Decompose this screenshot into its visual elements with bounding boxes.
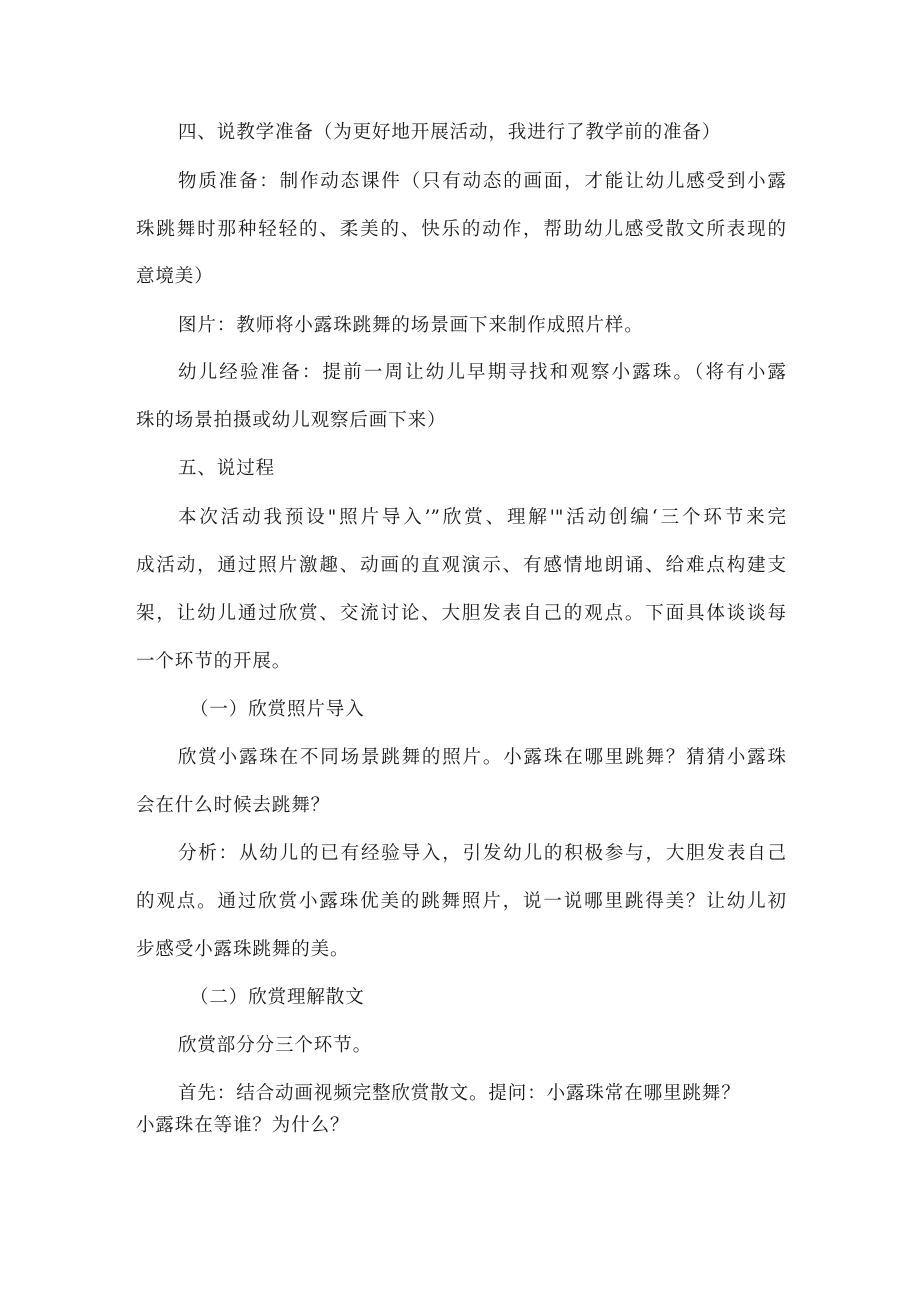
- intro-line-4: 一个环节的开展。: [136, 651, 292, 672]
- part1-heading: （一）欣赏照片导入: [190, 699, 365, 720]
- analysis-line-3: 步感受小露珠跳舞的美。: [136, 939, 350, 960]
- experience-line-2: 珠的场景拍摄或幼儿观察后画下来）: [136, 410, 447, 431]
- part1-content-line-2: 会在什么时候去跳舞？: [136, 795, 331, 816]
- section4-heading: 四、说教学准备（为更好地开展活动，我进行了教学前的准备）: [178, 122, 722, 143]
- section5-heading: 五、说过程: [178, 458, 276, 479]
- picture-paragraph: 图片：教师将小露珠跳舞的场景画下来制作成照片样。: [178, 315, 644, 336]
- analysis-line-1: 分析：从幼儿的已有经验导入，引发幼儿的积极参与，大胆发表自己: [178, 843, 786, 864]
- material-line-3: 意境美）: [136, 266, 214, 287]
- material-line-1: 物质准备：制作动态课件（只有动态的画面，才能让幼儿感受到小露: [178, 171, 786, 192]
- first-line-2: 小露珠在等谁？为什么？: [136, 1115, 350, 1136]
- experience-line-1: 幼儿经验准备：提前一周让幼儿早期寻找和观察小露珠。（将有小露: [178, 362, 786, 383]
- material-line-2: 珠跳舞时那种轻轻的、柔美的、快乐的动作，帮助幼儿感受散文所表现的: [136, 219, 786, 240]
- analysis-line-2: 的观点。通过欣赏小露珠优美的跳舞照片，说一说哪里跳得美？让幼儿初: [136, 891, 786, 912]
- intro-line-3: 架，让幼儿通过欣赏、交流讨论、大胆发表自己的观点。下面具体谈谈每: [136, 603, 786, 624]
- intro-line-1: 本次活动我预设"照片导入’”欣赏、理解'"活动创编‘三个环节来完: [178, 507, 786, 528]
- part1-content-line-1: 欣赏小露珠在不同场景跳舞的照片。小露珠在哪里跳舞？猜猜小露珠: [178, 747, 786, 768]
- intro-line-2: 成活动，通过照片激趣、动画的直观演示、有感情地朗诵、给难点构建支: [136, 555, 786, 576]
- part2-heading: （二）欣赏理解散文: [190, 987, 365, 1008]
- part2-content: 欣赏部分分三个环节。: [178, 1035, 373, 1056]
- first-line-1: 首先：结合动画视频完整欣赏散文。提问：小露珠常在哪里跳舞？: [178, 1083, 741, 1104]
